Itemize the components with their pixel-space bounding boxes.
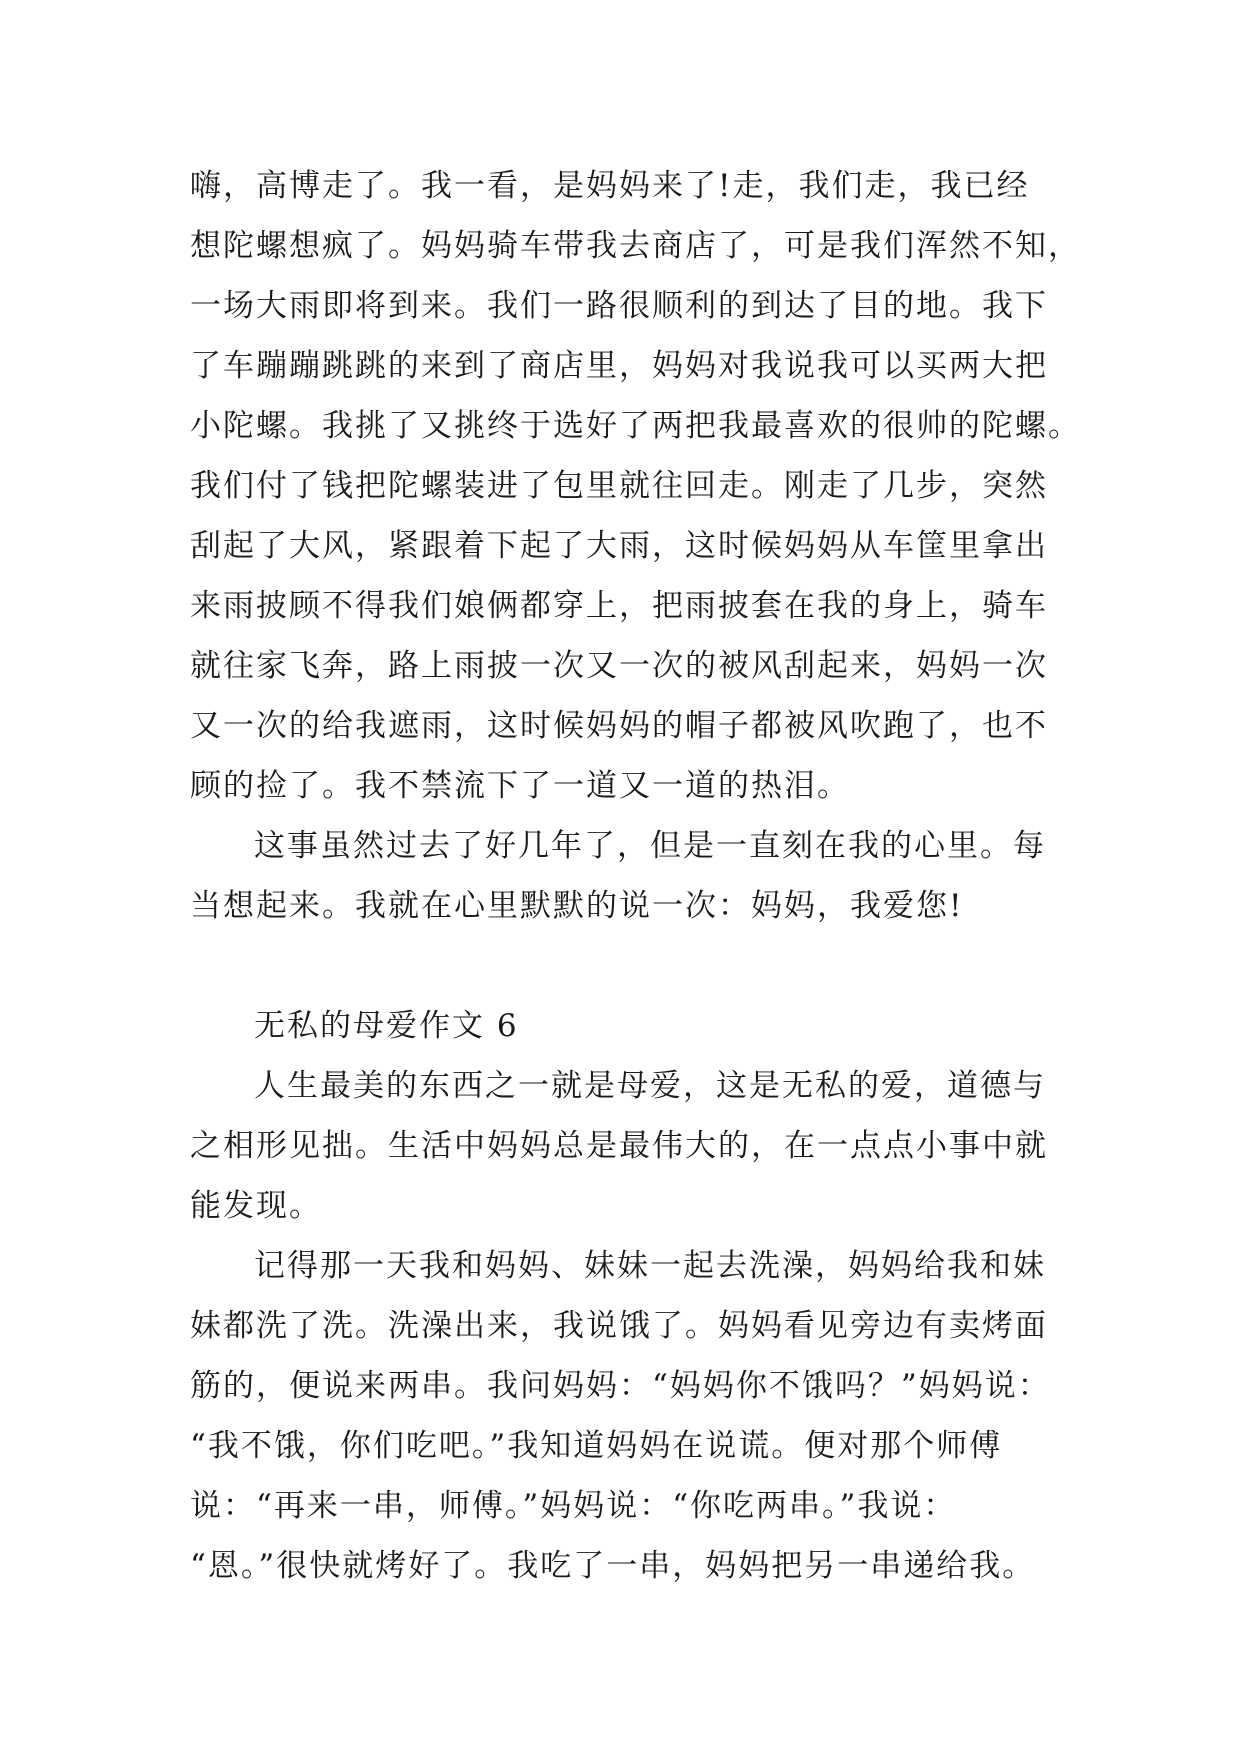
- paragraph-first-line: 记得那一天我和妈妈、妹妹一起去洗澡，妈妈给我和妹: [254, 1248, 1046, 1284]
- text-line: 就往家飞奔，路上雨披一次又一次的被风刮起来，妈妈一次: [190, 648, 1048, 684]
- text-line: 了车蹦蹦跳跳的来到了商店里，妈妈对我说我可以买两大把: [190, 348, 1048, 384]
- text-line: 一场大雨即将到来。我们一路很顺利的到达了目的地。我下: [190, 288, 1048, 324]
- text-line: 之相形见拙。生活中妈妈总是最伟大的，在一点点小事中就: [190, 1128, 1048, 1164]
- text-line: 嗨，高博走了。我一看，是妈妈来了!走，我们走，我已经: [190, 168, 1030, 204]
- text-line: “恩。”很快就烤好了。我吃了一串，妈妈把另一串递给我。: [190, 1548, 1036, 1584]
- section-heading: 无私的母爱作文 6: [254, 1008, 519, 1044]
- text-line: 妹都洗了洗。洗澡出来，我说饿了。妈妈看见旁边有卖烤面: [190, 1308, 1048, 1344]
- text-line: 筋的，便说来两串。我问妈妈：“妈妈你不饿吗？”妈妈说：: [190, 1368, 1051, 1404]
- text-line: 来雨披顾不得我们娘俩都穿上，把雨披套在我的身上，骑车: [190, 588, 1048, 624]
- text-line: 又一次的给我遮雨，这时候妈妈的帽子都被风吹跑了，也不: [190, 708, 1048, 744]
- text-line: 能发现。: [190, 1188, 322, 1224]
- text-line: 想陀螺想疯了。妈妈骑车带我去商店了，可是我们浑然不知，: [190, 228, 1081, 264]
- text-line: 小陀螺。我挑了又挑终于选好了两把我最喜欢的很帅的陀螺。: [190, 408, 1081, 444]
- paragraph-first-line: 这事虽然过去了好几年了，但是一直刻在我的心里。每: [254, 828, 1046, 864]
- text-line: “我不饿，你们吃吧。”我知道妈妈在说谎。便对那个师傅: [190, 1428, 1003, 1464]
- paragraph-first-line: 人生最美的东西之一就是母爱，这是无私的爱，道德与: [254, 1068, 1046, 1104]
- text-line: 当想起来。我就在心里默默的说一次：妈妈，我爱您!: [190, 888, 964, 924]
- text-line: 顾的捡了。我不禁流下了一道又一道的热泪。: [190, 768, 850, 804]
- text-line: 说：“再来一串，师傅。”妈妈说：“你吃两串。”我说：: [190, 1488, 957, 1524]
- text-line: 我们付了钱把陀螺装进了包里就往回走。刚走了几步，突然: [190, 468, 1048, 504]
- text-line: 刮起了大风，紧跟着下起了大雨，这时候妈妈从车筐里拿出: [190, 528, 1048, 564]
